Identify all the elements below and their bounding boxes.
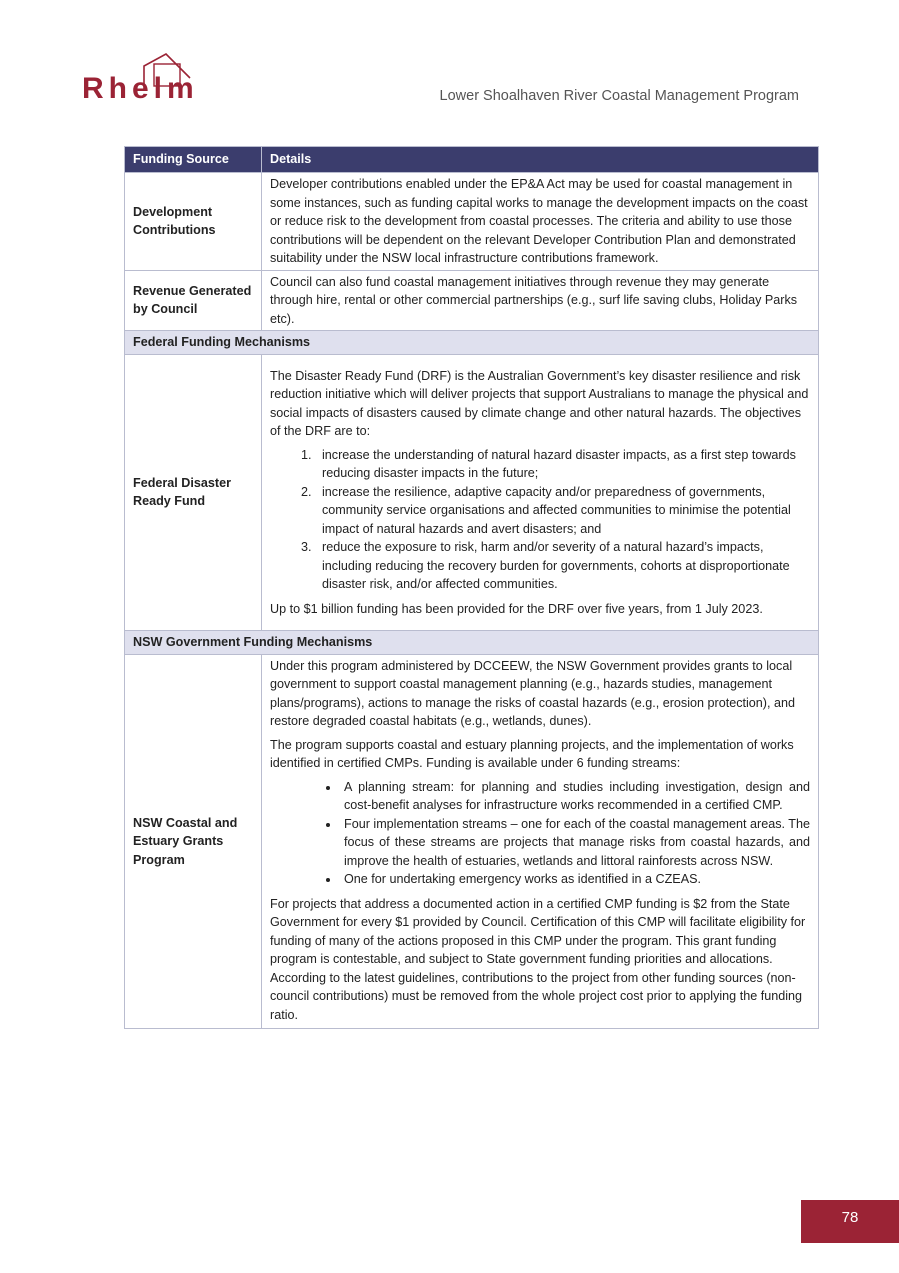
list-item: 3. reduce the exposure to risk, harm and/or severity of a natural hazard’s impacts, including reducing the recovery burden for governments, cohorts at disproportionate disaster risk, and/or affected communities.	[315, 538, 810, 594]
source-cell: NSW Coastal and Estuary Grants Program	[125, 654, 262, 1029]
grants-para-3: For projects that address a documented action in a certified CMP funding is $2 from the State Government for every $1 provided by Council. Certification of this CMP will facilitate eligibility for funding of many of the actions proposed in this CMP under the program. This grant funding program is contestable, and subject to State government funding priorities and allocations. According to the latest guidelines, contributions to the project from other funding sources (non-council contributions) must be removed from the whole project cost prior to applying the funding ratio.	[270, 896, 806, 1022]
drf-intro: The Disaster Ready Fund (DRF) is the Australian Government’s key disaster resilience and risk reduction initiative which will deliver projects that support Australians to manage the physical and social impacts of disasters caused by climate change and other natural hazards. The objectives of the DRF are to:	[270, 368, 809, 438]
section-row-federal	[125, 331, 819, 355]
table-row-revenue	[125, 270, 819, 331]
document-title: Lower Shoalhaven River Coastal Management Program	[439, 88, 799, 104]
section-row-nsw	[125, 631, 819, 655]
funding-table	[124, 146, 819, 1029]
drf-objectives-list	[270, 446, 810, 594]
drf-funding: Up to $1 billion funding has been provided for the DRF over five years, from 1 July 2023.	[270, 601, 763, 616]
page-number: 78	[801, 1200, 899, 1243]
table-header-row	[125, 147, 819, 173]
header-details: Details	[262, 147, 819, 173]
table-row-disaster-ready-fund	[125, 354, 819, 631]
source-cell: Federal Disaster Ready Fund	[125, 354, 262, 631]
table-row-coastal-grants	[125, 654, 819, 1029]
details-cell: Developer contributions enabled under the EP&A Act may be used for coastal management in some instances, such as funding capital works to manage the development impacts on the coast or reduce risk to the development from coastal processes. The criteria and ability to use those contributions will be dependent on the relevant Developer Contribution Plan and demonstrated suitability under the NSW local infrastructure contributions framework.	[262, 173, 819, 271]
header-funding-source: Funding Source	[125, 147, 262, 173]
section-heading: NSW Government Funding Mechanisms	[125, 631, 819, 655]
rhelm-logo	[82, 52, 232, 106]
list-item: • A planning stream: for planning and studies including investigation, design and cost-benefit analyses for infrastructure works recommended in a certified CMP.	[340, 778, 810, 815]
details-cell: Council can also fund coastal management initiatives through revenue they may generate through hire, rental or other commercial partnerships (e.g., surf life saving clubs, Holiday Parks etc).	[262, 270, 819, 331]
list-item: 2. increase the resilience, adaptive capacity and/or preparedness of governments, community service organisations and affected communities to minimise the potential impact of natural hazards and avert disasters; and	[315, 483, 810, 539]
section-heading: Federal Funding Mechanisms	[125, 331, 819, 355]
list-item: • Four implementation streams – one for each of the coastal management areas. The focus of these streams are projects that manage risks from coastal hazards, and improve the health of estuaries, wetlands and littoral rainforests across NSW.	[340, 815, 810, 871]
source-cell: Development Contributions	[125, 173, 262, 271]
funding-streams-list	[270, 778, 810, 889]
list-item: 1. increase the understanding of natural hazard disaster impacts, as a first step towards reducing disaster impacts in the future;	[315, 446, 810, 483]
details-cell	[262, 654, 819, 1029]
grants-para-1: Under this program administered by DCCEEW, the NSW Government provides grants to local government to support coastal management planning (e.g., hazards studies, management plans/programs), actions to manage the risks of coastal hazards (e.g., erosion protection), and restore degraded coastal habitats (e.g., wetlands, dunes).	[270, 658, 796, 728]
source-cell: Revenue Generated by Council	[125, 270, 262, 331]
logo-text: Rhelm	[82, 72, 199, 105]
list-item: • One for undertaking emergency works as identified in a CZEAS.	[340, 870, 810, 889]
table-row-development-contributions	[125, 173, 819, 271]
grants-para-2: The program supports coastal and estuary planning projects, and the implementation of works identified in certified CMPs. Funding is available under 6 funding streams:	[270, 737, 794, 770]
details-cell	[262, 354, 819, 631]
